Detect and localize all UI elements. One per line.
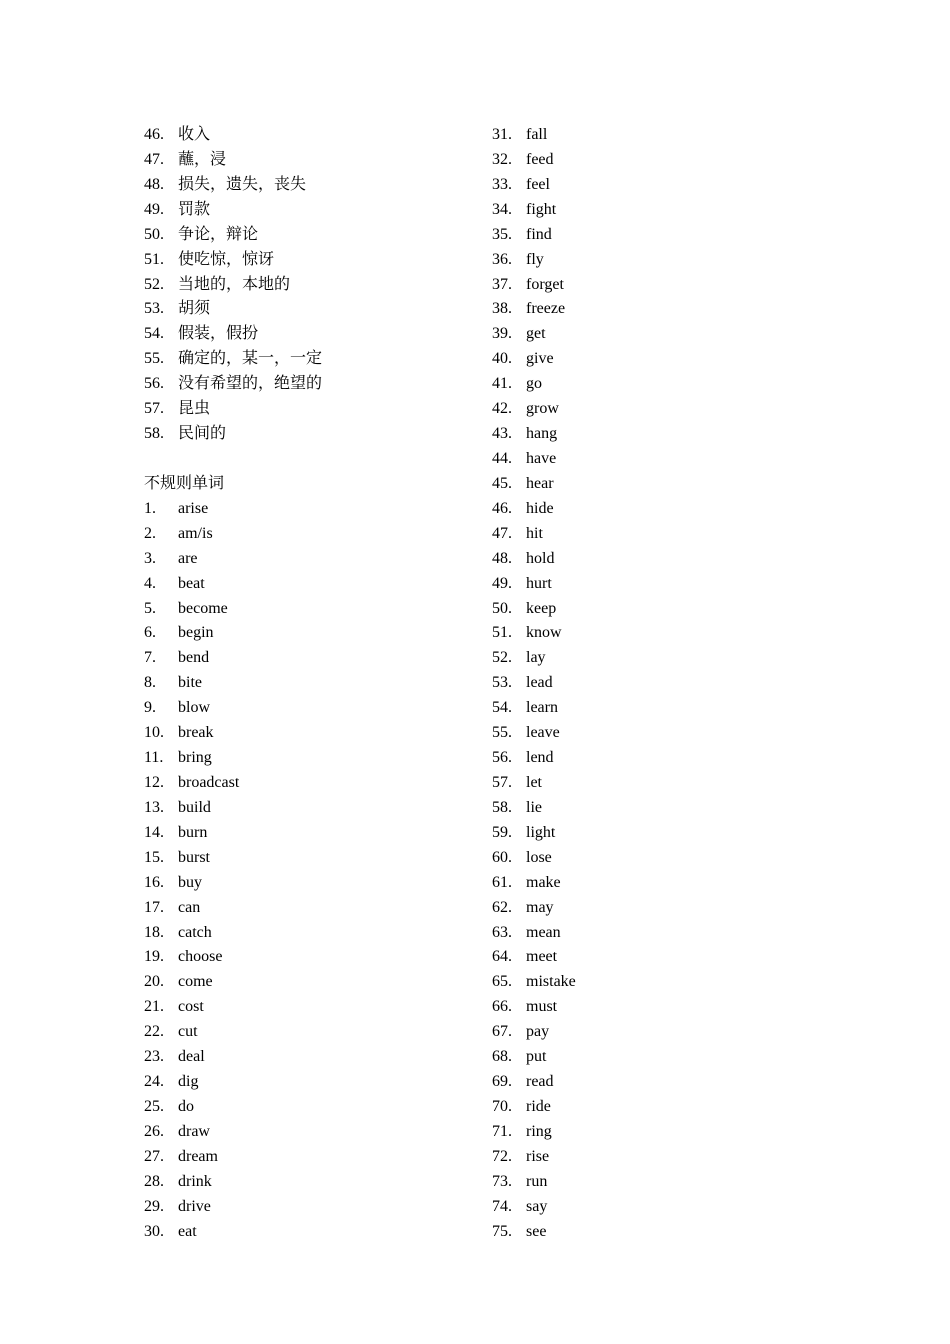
item-number: 9. [144,699,156,717]
item-text: hurt [526,574,552,592]
list-item [492,173,822,198]
item-text: feel [526,175,550,193]
item-number: 20. [144,973,164,991]
list-item [492,896,822,921]
item-number: 52. [492,649,512,667]
list-item [492,397,822,422]
item-text: ride [526,1097,551,1115]
item-text: let [526,773,542,791]
item-number: 43. [492,425,512,443]
item-number: 57. [144,400,164,418]
item-text: rise [526,1147,550,1165]
item-text: arise [178,499,209,517]
list-item [144,372,474,397]
list-item [492,970,822,995]
list-item [144,921,474,946]
item-number: 49. [492,574,512,592]
list-item [144,347,474,372]
item-number: 26. [144,1122,164,1140]
item-number: 29. [144,1197,164,1215]
item-number: 42. [492,400,512,418]
list-item [492,646,822,671]
list-item [492,721,822,746]
item-number: 47. [492,524,512,542]
list-item [144,422,474,447]
item-number: 70. [492,1097,512,1115]
item-text: lay [526,649,546,667]
list-item [144,1095,474,1120]
item-number: 21. [144,998,164,1016]
item-text: ring [526,1122,552,1140]
item-text: 胡须 [178,300,211,318]
item-number: 54. [492,699,512,717]
item-number: 8. [144,674,156,692]
list-item [144,1120,474,1145]
item-text: 损失，遗失，丧失 [178,175,307,193]
item-text: have [526,449,557,467]
list-item [492,198,822,223]
right-column [492,123,822,1244]
item-text: light [526,823,556,841]
item-text: choose [178,948,223,966]
item-number: 23. [144,1048,164,1066]
item-text: meet [526,948,558,966]
list-item [144,646,474,671]
item-text: am/is [178,524,213,542]
list-item [144,273,474,298]
list-item [144,1070,474,1095]
item-text: put [526,1048,547,1066]
list-item [144,1195,474,1220]
item-number: 22. [144,1023,164,1041]
item-text: hold [526,549,555,567]
list-item [492,945,822,970]
item-number: 67. [492,1023,512,1041]
list-item [492,597,822,622]
item-text: bite [178,674,202,692]
item-number: 14. [144,823,164,841]
item-number: 51. [492,624,512,642]
item-number: 50. [492,599,512,617]
item-number: 27. [144,1147,164,1165]
item-text: cost [178,998,204,1016]
item-text: may [526,898,554,916]
item-number: 5. [144,599,156,617]
list-item [492,846,822,871]
item-number: 4. [144,574,156,592]
irregular-words-list-left [144,497,474,1245]
item-text: feed [526,150,554,168]
list-item [144,522,474,547]
item-text: draw [178,1122,210,1140]
item-number: 44. [492,449,512,467]
item-number: 24. [144,1073,164,1091]
item-text: 罚款 [178,200,211,218]
item-number: 17. [144,898,164,916]
list-item [492,1095,822,1120]
item-number: 38. [492,300,512,318]
list-item [144,621,474,646]
list-item [492,248,822,273]
list-item [492,148,822,173]
list-item [144,721,474,746]
list-item [144,198,474,223]
list-item [492,995,822,1020]
item-number: 52. [144,275,164,293]
item-text: blow [178,699,210,717]
item-text: cut [178,1023,198,1041]
item-text: forget [526,275,564,293]
item-text: find [526,225,552,243]
list-item [492,921,822,946]
list-item [144,1170,474,1195]
item-text: hit [526,524,543,542]
item-text: run [526,1172,548,1190]
item-text: fight [526,200,557,218]
list-item [144,1045,474,1070]
list-item [492,1120,822,1145]
item-number: 58. [492,798,512,816]
list-item [492,347,822,372]
item-text: burst [178,848,210,866]
item-number: 64. [492,948,512,966]
item-number: 10. [144,724,164,742]
item-number: 35. [492,225,512,243]
list-item [492,372,822,397]
item-number: 73. [492,1172,512,1190]
item-text: build [178,798,211,816]
item-text: make [526,873,561,891]
item-text: learn [526,699,558,717]
item-number: 25. [144,1097,164,1115]
list-item [492,821,822,846]
list-item [492,1195,822,1220]
list-item [144,497,474,522]
list-item [144,572,474,597]
item-number: 75. [492,1222,512,1240]
item-number: 68. [492,1048,512,1066]
item-text: 假装，假扮 [178,325,259,343]
item-number: 1. [144,499,156,517]
item-number: 15. [144,848,164,866]
item-number: 32. [492,150,512,168]
item-number: 40. [492,350,512,368]
item-number: 56. [492,749,512,767]
item-text: bring [178,749,212,767]
item-text: say [526,1197,548,1215]
item-number: 47. [144,150,164,168]
item-text: dream [178,1147,218,1165]
list-item [492,472,822,497]
list-item [144,123,474,148]
list-item [144,871,474,896]
item-number: 53. [144,300,164,318]
item-number: 57. [492,773,512,791]
list-item [492,223,822,248]
item-text: dig [178,1073,199,1091]
item-number: 56. [144,375,164,393]
item-text: begin [178,624,214,642]
section-heading: 不规则单词 [144,474,225,492]
item-number: 63. [492,923,512,941]
list-item [144,1020,474,1045]
list-item [492,1045,822,1070]
list-item [492,547,822,572]
item-number: 6. [144,624,156,642]
item-number: 33. [492,175,512,193]
item-text: read [526,1073,554,1091]
list-item [492,1145,822,1170]
item-text: 民间的 [178,425,227,443]
item-text: lead [526,674,553,692]
item-text: get [526,325,546,343]
item-text: mistake [526,973,576,991]
list-item [144,896,474,921]
item-number: 55. [144,350,164,368]
list-item [492,497,822,522]
item-number: 41. [492,375,512,393]
list-item [492,771,822,796]
item-text: mean [526,923,561,941]
item-number: 46. [144,126,164,143]
item-number: 65. [492,973,512,991]
list-item [144,297,474,322]
item-text: beat [178,574,205,592]
item-text: go [526,375,542,393]
item-number: 19. [144,948,164,966]
item-text: fall [526,126,548,143]
list-item [492,1170,822,1195]
item-text: know [526,624,562,642]
list-item [492,123,822,148]
item-text: pay [526,1023,550,1041]
item-text: lose [526,848,552,866]
list-item [492,621,822,646]
item-text: do [178,1097,194,1115]
item-text: 昆虫 [178,400,211,418]
item-text: become [178,599,228,617]
item-number: 55. [492,724,512,742]
item-number: 12. [144,773,164,791]
item-text: can [178,898,201,916]
item-text: lie [526,798,542,816]
item-number: 74. [492,1197,512,1215]
item-number: 72. [492,1147,512,1165]
item-number: 7. [144,649,156,667]
blank-line [144,447,474,472]
item-number: 46. [492,499,512,517]
item-text: hang [526,425,558,443]
item-number: 66. [492,998,512,1016]
item-text: 确定的，某一，一定 [178,350,323,368]
list-item [144,796,474,821]
list-item [144,322,474,347]
item-text: eat [178,1222,197,1240]
list-item [492,696,822,721]
list-item [492,1220,822,1245]
item-number: 45. [492,474,512,492]
item-number: 2. [144,524,156,542]
item-number: 39. [492,325,512,343]
item-number: 48. [492,549,512,567]
list-item [492,273,822,298]
item-text: fly [526,250,544,268]
list-item [144,771,474,796]
item-number: 50. [144,225,164,243]
list-item [492,871,822,896]
item-number: 51. [144,250,164,268]
item-number: 60. [492,848,512,866]
item-text: 争论，辩论 [178,225,259,243]
item-number: 69. [492,1073,512,1091]
item-number: 71. [492,1122,512,1140]
item-text: keep [526,599,557,617]
list-item [144,397,474,422]
item-text: see [526,1222,547,1240]
list-item [144,597,474,622]
item-text: must [526,998,558,1016]
item-number: 48. [144,175,164,193]
item-text: freeze [526,300,566,318]
list-item [492,297,822,322]
list-item [144,1220,474,1245]
item-number: 34. [492,200,512,218]
item-number: 36. [492,250,512,268]
list-item [492,671,822,696]
item-text: hide [526,499,554,517]
list-item [492,522,822,547]
item-text: bend [178,649,210,667]
item-text: deal [178,1048,205,1066]
list-item [144,970,474,995]
list-item [144,148,474,173]
list-item [144,547,474,572]
list-item [492,746,822,771]
list-item [144,945,474,970]
item-text: drink [178,1172,212,1190]
list-item [492,796,822,821]
item-number: 30. [144,1222,164,1240]
list-item [144,846,474,871]
item-number: 37. [492,275,512,293]
item-text: leave [526,724,560,742]
item-number: 28. [144,1172,164,1190]
item-text: broadcast [178,773,240,791]
list-item [492,572,822,597]
list-item [144,821,474,846]
item-number: 3. [144,549,156,567]
list-item [144,671,474,696]
item-number: 53. [492,674,512,692]
item-text: 没有希望的，绝望的 [178,375,323,393]
item-number: 31. [492,126,512,143]
list-item [492,322,822,347]
item-text: hear [526,474,554,492]
item-number: 11. [144,749,164,767]
list-item [144,173,474,198]
item-number: 61. [492,873,512,891]
item-text: catch [178,923,212,941]
irregular-words-list-right [492,123,822,1244]
item-number: 59. [492,823,512,841]
list-item [144,995,474,1020]
list-item [144,1145,474,1170]
left-column [144,123,474,1244]
item-number: 13. [144,798,164,816]
list-item [492,447,822,472]
list-item [492,1020,822,1045]
chinese-vocab-list [144,123,474,447]
item-text: burn [178,823,208,841]
item-text: break [178,724,214,742]
item-text: 使吃惊，惊讶 [178,250,275,268]
item-text: are [178,549,198,567]
list-item [492,422,822,447]
item-number: 58. [144,425,164,443]
item-text: lend [526,749,554,767]
item-text: buy [178,873,202,891]
item-number: 54. [144,325,164,343]
list-item [492,1070,822,1095]
list-item [144,223,474,248]
item-text: drive [178,1197,211,1215]
list-item [144,696,474,721]
item-number: 62. [492,898,512,916]
item-number: 49. [144,200,164,218]
item-text: 当地的，本地的 [178,275,291,293]
item-text: 收入 [178,126,211,143]
item-text: 蘸，浸 [178,150,227,168]
list-item [144,248,474,273]
item-text: grow [526,400,559,418]
item-number: 16. [144,873,164,891]
item-text: give [526,350,554,368]
item-text: come [178,973,213,991]
item-number: 18. [144,923,164,941]
list-item [144,746,474,771]
